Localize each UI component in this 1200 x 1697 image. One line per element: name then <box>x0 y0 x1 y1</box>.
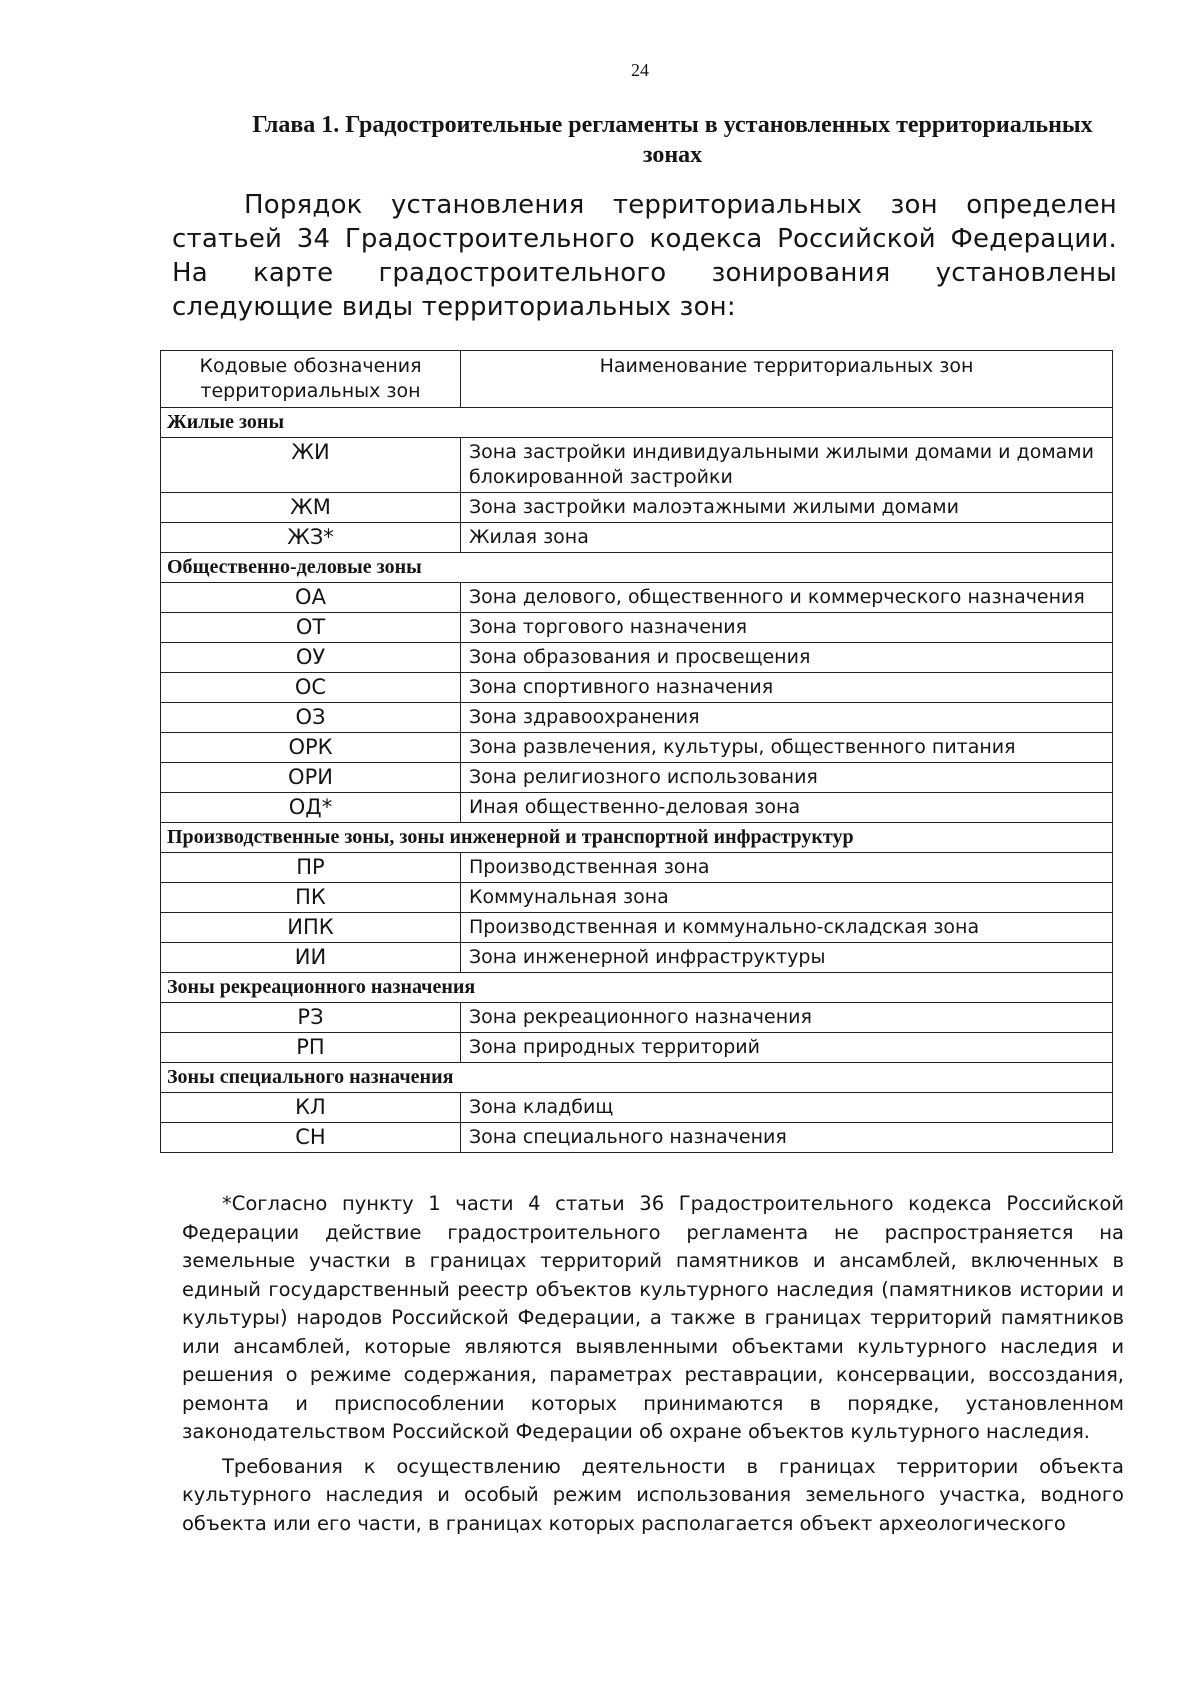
group-title-industrial: Производственные зоны, зоны инженерной и транспортной инфраструктур <box>161 823 1113 853</box>
table-row <box>161 493 1113 523</box>
table-row <box>161 763 1113 793</box>
page-number: 24 <box>631 60 649 80</box>
table-row <box>161 613 1113 643</box>
group-row <box>161 553 1113 583</box>
zone-code: ОРИ <box>161 763 461 793</box>
table-row <box>161 793 1113 823</box>
table-row <box>161 438 1113 493</box>
zone-name: Коммунальная зона <box>461 883 1113 913</box>
table-row <box>161 1123 1113 1153</box>
zone-name: Зона застройки малоэтажными жилыми домами <box>461 493 1113 523</box>
zone-code: ОА <box>161 583 461 613</box>
zones-table <box>160 350 1113 1153</box>
zone-name: Зона образования и просвещения <box>461 643 1113 673</box>
table-row <box>161 523 1113 553</box>
zone-name: Зона специального назначения <box>461 1123 1113 1153</box>
zone-code: ОД* <box>161 793 461 823</box>
zone-code: ПК <box>161 883 461 913</box>
group-title-residential: Жилые зоны <box>161 408 1113 438</box>
zone-code: СН <box>161 1123 461 1153</box>
zone-code: ЖИ <box>161 438 461 493</box>
zone-code: РЗ <box>161 1003 461 1033</box>
zone-name: Зона здравоохранения <box>461 703 1113 733</box>
zone-code: ИИ <box>161 943 461 973</box>
header-code: Кодовые обозначения территориальных зон <box>161 351 461 408</box>
zone-name: Зона делового, общественного и коммерческого назначения <box>461 583 1113 613</box>
zone-code: КЛ <box>161 1093 461 1123</box>
zone-code: ОУ <box>161 643 461 673</box>
group-title-recreational: Зоны рекреационного назначения <box>161 973 1113 1003</box>
group-title-public-business: Общественно-деловые зоны <box>161 553 1113 583</box>
header-name: Наименование территориальных зон <box>461 351 1113 408</box>
zone-name: Зона природных территорий <box>461 1033 1113 1063</box>
table-row <box>161 1093 1113 1123</box>
zone-name: Иная общественно-деловая зона <box>461 793 1113 823</box>
table-row <box>161 943 1113 973</box>
table-row <box>161 673 1113 703</box>
requirements-paragraph: Требования к осуществлению деятельности в границах территории объекта культурного наследия и особый режим использования земельного участка, водного объекта или его части, в границах которых располагается объект археологического <box>182 1454 1124 1535</box>
zone-code: РП <box>161 1033 461 1063</box>
table-row <box>161 733 1113 763</box>
table-row <box>161 703 1113 733</box>
zone-name: Производственная зона <box>461 853 1113 883</box>
zone-code: ИПК <box>161 913 461 943</box>
zone-code: ЖЗ* <box>161 523 461 553</box>
group-row <box>161 1063 1113 1093</box>
zone-name: Зона рекреационного назначения <box>461 1003 1113 1033</box>
notes-section <box>182 1190 1124 1544</box>
zone-name: Производственная и коммунально-складская зона <box>461 913 1113 943</box>
zone-name: Зона застройки индивидуальными жилыми домами и домами блокированной застройки <box>461 438 1113 493</box>
zone-name: Зона торгового назначения <box>461 613 1113 643</box>
table-row <box>161 883 1113 913</box>
zone-name: Зона развлечения, культуры, общественного питания <box>461 733 1113 763</box>
zone-name: Зона кладбищ <box>461 1093 1113 1123</box>
table-header-row <box>161 351 1113 408</box>
chapter-title: Глава 1. Градостроительные регламенты в установленных территориальных зонах <box>252 112 1093 168</box>
group-row <box>161 973 1113 1003</box>
zone-name: Зона религиозного использования <box>461 763 1113 793</box>
zone-code: ОЗ <box>161 703 461 733</box>
zone-name: Зона спортивного назначения <box>461 673 1113 703</box>
table-row <box>161 1033 1113 1063</box>
table-row <box>161 1003 1113 1033</box>
zone-name: Зона инженерной инфраструктуры <box>461 943 1113 973</box>
zone-code: ЖМ <box>161 493 461 523</box>
intro-paragraph: Порядок установления территориальных зон определен статьей 34 Градостроительного кодекса Российской Федерации. На карте градостроительного зонирования установлены следующие виды территориальных зон: <box>172 190 1117 322</box>
table-row <box>161 913 1113 943</box>
zone-code: ОРК <box>161 733 461 763</box>
zone-name: Жилая зона <box>461 523 1113 553</box>
table-row <box>161 643 1113 673</box>
zone-code: ОТ <box>161 613 461 643</box>
footnote-paragraph: *Согласно пункту 1 части 4 статьи 36 Градостроительного кодекса Российской Федерации действие градостроительного регламента не распространяется на земельные участки в границах территорий памятников и ансамблей, включенных в единый государственный реестр объектов культурного наследия (памятников истории и культуры) народов Российской Федерации, а также в границах территорий памятников или ансамблей, которые являются выявленными объектами культурного наследия и решения о режиме содержания, параметрах реставрации, консервации, воссоздания, ремонта и приспособлении которых принимаются в порядке, установленном законодательством Российской Федерации об охране объектов культурного наследия. <box>182 1192 1124 1443</box>
table-row <box>161 583 1113 613</box>
group-title-special: Зоны специального назначения <box>161 1063 1113 1093</box>
group-row <box>161 408 1113 438</box>
group-row <box>161 823 1113 853</box>
zone-code: ПР <box>161 853 461 883</box>
table-row <box>161 853 1113 883</box>
zone-code: ОС <box>161 673 461 703</box>
